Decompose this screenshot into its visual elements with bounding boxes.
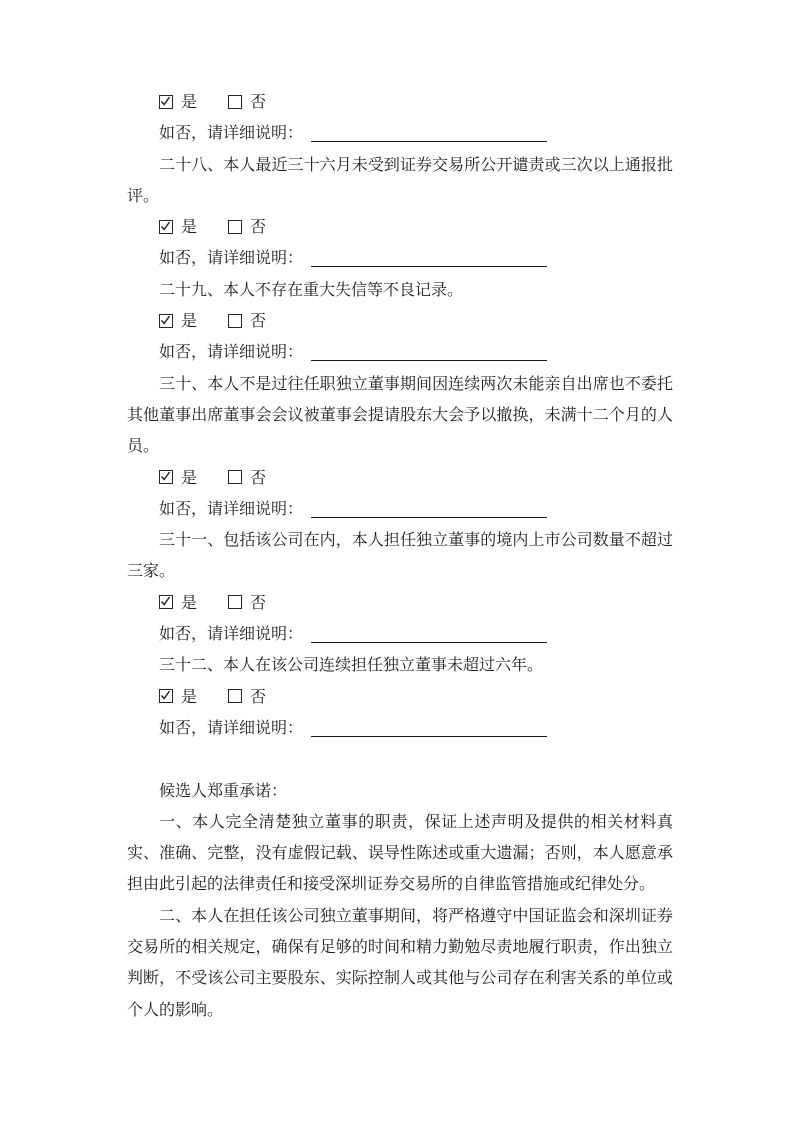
answer-row (127, 87, 673, 118)
yes-label: 是 (181, 469, 198, 487)
question-statement: 二十八、本人最近三十六月未受到证券交易所公开谴责或三次以上通报批评。 (127, 156, 673, 205)
check-icon (160, 471, 171, 482)
no-checkbox-unchecked (228, 470, 242, 484)
yes-checkbox-checked (159, 689, 173, 703)
check-icon (160, 690, 171, 701)
answer-row (127, 463, 673, 494)
yes-checkbox-checked (159, 95, 173, 109)
answer-row (127, 212, 673, 243)
yes-checkbox-checked (159, 220, 173, 234)
explain-prompt: 如否，请详细说明： (159, 626, 304, 644)
no-checkbox-unchecked (228, 595, 242, 609)
question-statement: 三十二、本人在该公司连续担任独立董事未超过六年。 (159, 657, 544, 675)
check-icon (160, 315, 171, 326)
no-checkbox-unchecked (228, 314, 242, 328)
explain-prompt: 如否，请详细说明： (159, 250, 304, 268)
explain-prompt: 如否，请详细说明： (159, 500, 304, 518)
question-statement: 三十、本人不是过往任职独立董事期间因连续两次未能亲自出席也不委托其他董事出席董事会会议被董事会提请股东大会予以撤换，未满十二个月的人员。 (127, 375, 673, 456)
explain-prompt: 如否，请详细说明： (159, 125, 304, 143)
yes-label: 是 (181, 313, 198, 331)
explanation-blank-field (311, 627, 547, 643)
no-label: 否 (250, 469, 267, 487)
explanation-blank-field (311, 251, 547, 267)
question-28-block (127, 150, 673, 275)
answer-row (127, 682, 673, 713)
explanation-blank-field (311, 502, 547, 518)
explanation-blank-field (311, 721, 547, 737)
explain-row (127, 494, 673, 525)
commitment-paragraph-1: 一、本人完全清楚独立董事的职责，保证上述声明及提供的相关材料真实、准确、完整，没有虚假记载、误导性陈述或重大遗漏；否则，本人愿意承担由此引起的法律责任和接受深圳证券交易所的自律监管措施或纪律处分。 (127, 813, 673, 894)
explanation-blank-field (311, 126, 547, 142)
yes-label: 是 (181, 688, 198, 706)
check-icon (160, 596, 171, 607)
explain-row (127, 713, 673, 744)
commitment-section (127, 776, 673, 1026)
no-checkbox-unchecked (228, 220, 242, 234)
yes-label: 是 (181, 219, 198, 237)
no-label: 否 (250, 688, 267, 706)
answer-row (127, 306, 673, 337)
explain-prompt: 如否，请详细说明： (159, 344, 304, 362)
blank-line-spacer (127, 744, 673, 775)
yes-checkbox-checked (159, 470, 173, 484)
no-checkbox-unchecked (228, 95, 242, 109)
question-29-block (127, 275, 673, 369)
no-label: 否 (250, 219, 267, 237)
question-27-answer-section (127, 87, 673, 150)
no-checkbox-unchecked (228, 689, 242, 703)
yes-label: 是 (181, 594, 198, 612)
question-31-block (127, 525, 673, 650)
answer-row (127, 588, 673, 619)
yes-checkbox-checked (159, 595, 173, 609)
document-content (127, 87, 673, 1026)
commitment-paragraph-2: 二、本人在担任该公司独立董事期间，将严格遵守中国证监会和深圳证券交易所的相关规定，确保有足够的时间和精力勤勉尽责地履行职责，作出独立判断，不受该公司主要股东、实际控制人或其他与公司存在利害关系的单位或个人的影响。 (127, 907, 673, 1019)
no-label: 否 (250, 594, 267, 612)
check-icon (160, 96, 171, 107)
commitment-heading: 候选人郑重承诺： (159, 782, 288, 800)
no-label: 否 (250, 313, 267, 331)
explain-prompt: 如否，请详细说明： (159, 719, 304, 737)
explain-row (127, 619, 673, 650)
question-statement: 二十九、本人不存在重大失信等不良记录。 (159, 281, 464, 299)
explain-row (127, 118, 673, 149)
question-30-block (127, 369, 673, 525)
question-statement: 三十一、包括该公司在内，本人担任独立董事的境内上市公司数量不超过三家。 (127, 532, 673, 581)
yes-checkbox-checked (159, 314, 173, 328)
yes-label: 是 (181, 94, 198, 111)
explanation-blank-field (311, 345, 547, 361)
explain-row (127, 243, 673, 274)
no-label: 否 (250, 94, 267, 111)
question-32-block (127, 650, 673, 744)
check-icon (160, 221, 171, 232)
explain-row (127, 337, 673, 368)
